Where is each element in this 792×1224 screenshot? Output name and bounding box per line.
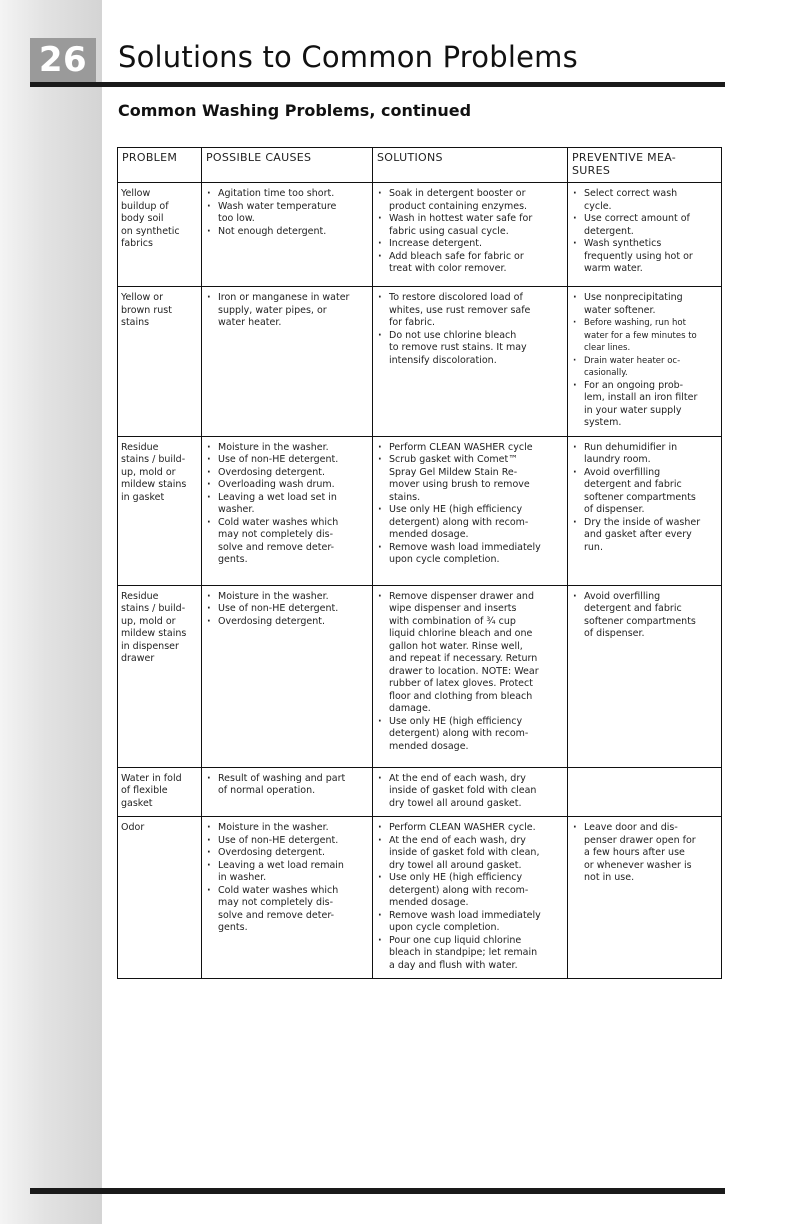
preventive-cell xyxy=(568,817,722,979)
list-item: · Use only HE (high efficiency detergent) along with recom- mended dosage. xyxy=(376,872,564,910)
list-item: · Pour one cup liquid chlorine bleach in standpipe; let remain a day and flush with water. xyxy=(376,935,564,973)
preventive-cell xyxy=(568,436,722,585)
list-item: · Add bleach safe for fabric or treat with color remover. xyxy=(376,251,564,276)
list-item: · Leave door and dis- penser drawer open for a few hours after use or whenever washer is not in use. xyxy=(571,822,718,885)
list-item: · Avoid overfilling detergent and fabric softener compartments of dispenser. xyxy=(571,591,718,641)
solutions-cell xyxy=(373,817,568,979)
list-item: · Scrub gasket with Comet™ Spray Gel Mildew Stain Re- mover using brush to remove stains. xyxy=(376,454,564,504)
bullet-list xyxy=(571,188,718,276)
causes-cell xyxy=(202,287,373,437)
table-row xyxy=(118,767,722,817)
table-row xyxy=(118,436,722,585)
bullet-list xyxy=(571,591,718,641)
preventive-cell xyxy=(568,287,722,437)
list-item: · Cold water washes which may not completely dis- solve and remove deter- gents. xyxy=(205,517,369,567)
header-solutions: SOLUTIONS xyxy=(373,148,568,183)
list-item: · Remove dispenser drawer and wipe dispenser and inserts with combination of ¾ cup liquid chlorine bleach and one gallon hot water. Rinse well, and repeat if necessary. Return drawer to location. NOTE: Wear rubber of latex gloves. Protect floor and clothing from bleach damage. xyxy=(376,591,564,716)
list-item: · Not enough detergent. xyxy=(205,226,369,239)
bullet-list xyxy=(571,292,718,430)
list-item: · Moisture in the washer. xyxy=(205,822,369,835)
list-item: · Use correct amount of detergent. xyxy=(571,213,718,238)
list-item: · Use nonprecipitating water softener. xyxy=(571,292,718,317)
preventive-cell xyxy=(568,183,722,287)
bullet-list xyxy=(376,822,564,972)
list-item: · Soak in detergent booster or product containing enzymes. xyxy=(376,188,564,213)
page-sidebar-band xyxy=(0,0,102,1224)
table-row xyxy=(118,287,722,437)
list-item: · Do not use chlorine bleach to remove rust stains. It may intensify discoloration. xyxy=(376,330,564,368)
list-item: · Moisture in the washer. xyxy=(205,442,369,455)
list-item: · Overdosing detergent. xyxy=(205,467,369,480)
preventive-cell xyxy=(568,767,722,817)
table-row xyxy=(118,817,722,979)
bullet-list xyxy=(571,442,718,555)
list-item: · Perform CLEAN WASHER cycle xyxy=(376,442,564,455)
problem-cell: Yellow or brown rust stains xyxy=(118,287,202,437)
footer-rule xyxy=(30,1188,725,1194)
list-item: · Wash in hottest water safe for fabric using casual cycle. xyxy=(376,213,564,238)
bullet-list xyxy=(205,442,369,567)
list-item: · For an ongoing prob- lem, install an iron filter in your water supply system. xyxy=(571,380,718,430)
bullet-list xyxy=(376,773,564,811)
list-item: · Result of washing and part of normal operation. xyxy=(205,773,369,798)
bullet-list xyxy=(376,442,564,567)
list-item: · Use of non-HE detergent. xyxy=(205,603,369,616)
list-item: · Iron or manganese in water supply, water pipes, or water heater. xyxy=(205,292,369,330)
list-item: · Use of non-HE detergent. xyxy=(205,454,369,467)
list-item: · Increase detergent. xyxy=(376,238,564,251)
list-item: · Use of non-HE detergent. xyxy=(205,835,369,848)
list-item: · Overdosing detergent. xyxy=(205,847,369,860)
list-item: · Agitation time too short. xyxy=(205,188,369,201)
page-title: Solutions to Common Problems xyxy=(118,40,578,74)
bullet-list xyxy=(205,591,369,629)
page-number: 26 xyxy=(30,38,96,82)
causes-cell xyxy=(202,817,373,979)
header-rule xyxy=(30,82,725,87)
problem-cell: Residue stains / build- up, mold or mildew stains in gasket xyxy=(118,436,202,585)
bullet-list xyxy=(376,292,564,367)
header-possible-causes: POSSIBLE CAUSES xyxy=(202,148,373,183)
solutions-cell xyxy=(373,436,568,585)
list-item: · Avoid overfilling detergent and fabric softener compartments of dispenser. xyxy=(571,467,718,517)
causes-cell xyxy=(202,585,373,767)
table-header-row xyxy=(118,148,722,183)
list-item: · Dry the inside of washer and gasket after every run. xyxy=(571,517,718,555)
list-item: · Before washing, run hot water for a few minutes to clear lines. xyxy=(571,317,718,355)
causes-cell xyxy=(202,183,373,287)
list-item: · Overdosing detergent. xyxy=(205,616,369,629)
list-item: · Use only HE (high efficiency detergent) along with recom- mended dosage. xyxy=(376,716,564,754)
list-item: · At the end of each wash, dry inside of gasket fold with clean, dry towel all around gasket. xyxy=(376,835,564,873)
list-item: · At the end of each wash, dry inside of gasket fold with clean dry towel all around gasket. xyxy=(376,773,564,811)
list-item: · Perform CLEAN WASHER cycle. xyxy=(376,822,564,835)
list-item: · Remove wash load immediately upon cycle completion. xyxy=(376,910,564,935)
list-item: · Wash water temperature too low. xyxy=(205,201,369,226)
list-item: · Run dehumidifier in laundry room. xyxy=(571,442,718,467)
list-item: · Cold water washes which may not completely dis- solve and remove deter- gents. xyxy=(205,885,369,935)
list-item: · Overloading wash drum. xyxy=(205,479,369,492)
list-item: · Leaving a wet load set in washer. xyxy=(205,492,369,517)
list-item: · To restore discolored load of whites, use rust remover safe for fabric. xyxy=(376,292,564,330)
bullet-list xyxy=(205,773,369,798)
problem-cell: Residue stains / build- up, mold or mildew stains in dispenser drawer xyxy=(118,585,202,767)
list-item: · Wash synthetics frequently using hot or warm water. xyxy=(571,238,718,276)
table-row xyxy=(118,585,722,767)
section-subtitle: Common Washing Problems, continued xyxy=(118,101,472,120)
bullet-list xyxy=(205,292,369,330)
bullet-list xyxy=(376,591,564,754)
problems-table xyxy=(117,147,722,979)
table-row xyxy=(118,183,722,287)
solutions-cell xyxy=(373,287,568,437)
solutions-cell xyxy=(373,767,568,817)
bullet-list xyxy=(376,188,564,276)
header-problem: PROBLEM xyxy=(118,148,202,183)
problem-cell: Yellow buildup of body soil on synthetic fabrics xyxy=(118,183,202,287)
header-preventive-measures: PREVENTIVE MEA- SURES xyxy=(568,148,722,183)
problem-cell: Water in fold of flexible gasket xyxy=(118,767,202,817)
solutions-cell xyxy=(373,585,568,767)
list-item: · Leaving a wet load remain in washer. xyxy=(205,860,369,885)
preventive-cell xyxy=(568,585,722,767)
causes-cell xyxy=(202,767,373,817)
list-item: · Remove wash load immediately upon cycle completion. xyxy=(376,542,564,567)
problem-cell: Odor xyxy=(118,817,202,979)
bullet-list xyxy=(205,822,369,935)
list-item: · Drain water heater oc- casionally. xyxy=(571,355,718,380)
list-item: · Select correct wash cycle. xyxy=(571,188,718,213)
causes-cell xyxy=(202,436,373,585)
list-item: · Moisture in the washer. xyxy=(205,591,369,604)
solutions-cell xyxy=(373,183,568,287)
list-item: · Use only HE (high efficiency detergent) along with recom- mended dosage. xyxy=(376,504,564,542)
bullet-list xyxy=(205,188,369,238)
bullet-list xyxy=(571,822,718,885)
